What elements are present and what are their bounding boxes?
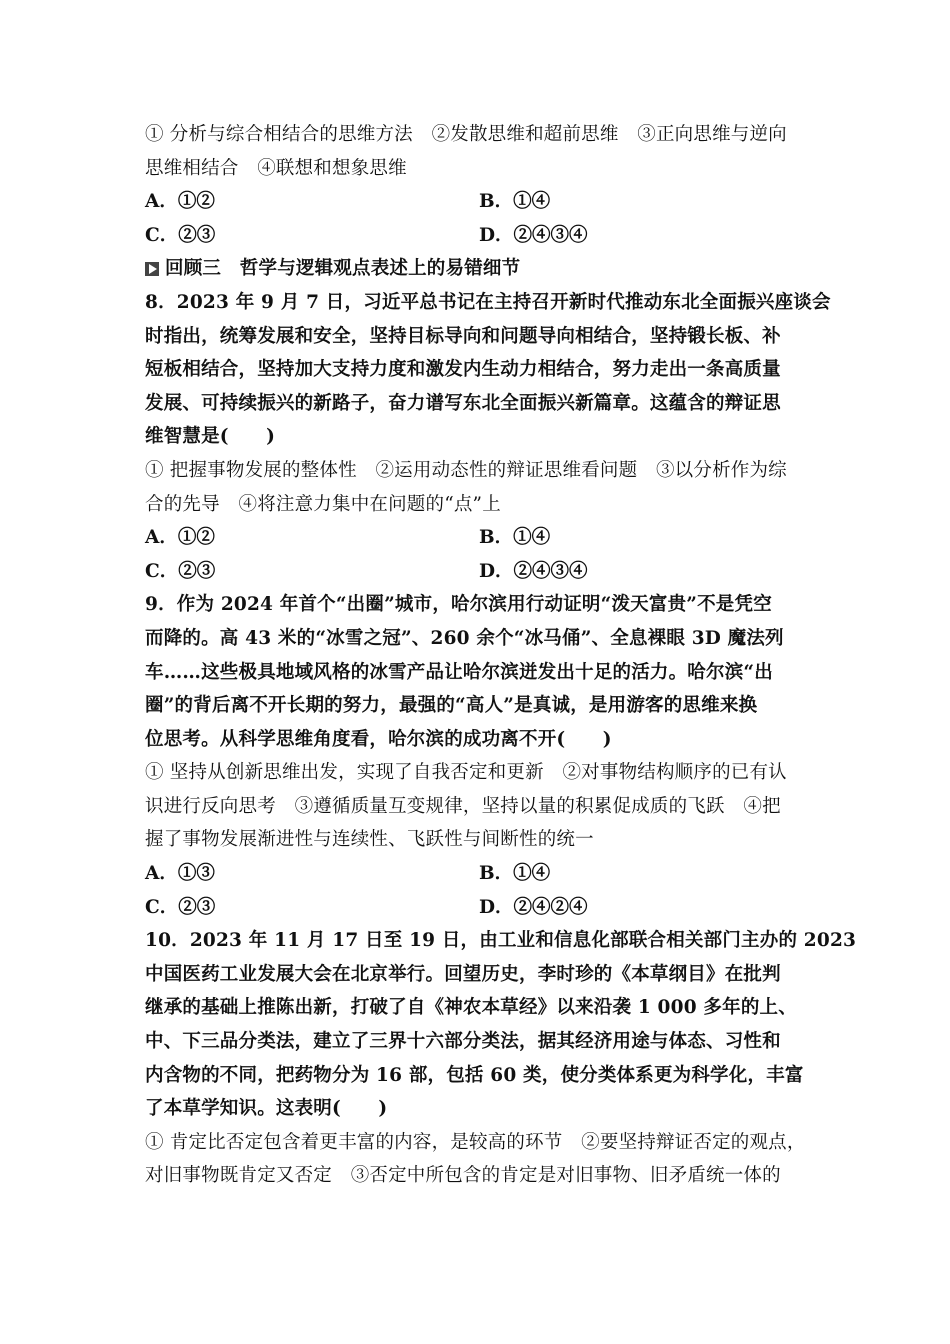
q9-stem-line: 而降的。高 43 米的“冰雪之冠”、260 余个“冰马俑”、全息裸眼 3D 魔法列 (145, 627, 784, 649)
q8-option-c: C．②③ (145, 560, 216, 582)
q7-statement-line: 思维相结合 ④联想和想象思维 (145, 157, 407, 179)
q8-stem-line: 时指出，统筹发展和安全，坚持目标导向和问题导向相结合，坚持锻长板、补 (145, 325, 781, 347)
q8-options-row (145, 555, 813, 589)
q9-stem-line: 位思考。从科学思维角度看，哈尔滨的成功离不开( ) (145, 728, 612, 750)
q8-option-d: D．②④③④ (479, 560, 588, 582)
q7-option-c: C．②③ (145, 224, 216, 246)
section-header (145, 252, 813, 286)
q7-option-b: B．①④ (479, 191, 551, 213)
q8-stem-line: 发展、可持续振兴的新路子，奋力谱写东北全面振兴新篇章。这蕴含的辩证思 (145, 392, 781, 414)
q9-option-a: A．①③ (145, 863, 215, 885)
q7-option-a: A．①② (145, 191, 215, 213)
q9-option-b: B．①④ (479, 863, 551, 885)
q8-stem-line: 8．2023 年 9 月 7 日，习近平总书记在主持召开新时代推动东北全面振兴座谈会 (145, 291, 831, 313)
q8-stem-line: 短板相结合，坚持加大支持力度和激发内生动力相结合，努力走出一条高质量 (145, 359, 781, 381)
q9-stem-line: 圈”的背后离不开长期的努力，最强的“高人”是真诚，是用游客的思维来换 (145, 695, 758, 717)
q8-options-row (145, 521, 813, 555)
q10-stem-line: 继承的基础上推陈出新，打破了自《神农本草经》以来沿袭 1 000 多年的上、 (145, 997, 797, 1019)
q8-statement-line: 合的先导 ④将注意力集中在问题的“点”上 (145, 493, 501, 515)
q8-option-b: B．①④ (479, 527, 551, 549)
q9-option-c: C．②③ (145, 896, 216, 918)
document-page (145, 118, 857, 1193)
q7-option-d: D．②④③④ (479, 224, 588, 246)
q10-stem-line: 中国医药工业发展大会在北京举行。回望历史，李时珍的《本草纲目》在批判 (145, 963, 781, 985)
q9-stem-line: 车……这些极具地域风格的冰雪产品让哈尔滨迸发出十足的活力。哈尔滨“出 (145, 661, 773, 683)
q9-stem-line: 9．作为 2024 年首个“出圈”城市，哈尔滨用行动证明“泼天富贵”不是凭空 (145, 594, 772, 616)
section-title: 回顾三 哲学与逻辑观点表述上的易错细节 (165, 258, 521, 280)
q7-options-row (145, 185, 813, 219)
q7-statement-line: ① 分析与综合相结合的思维方法 ②发散思维和超前思维 ③正向思维与逆向 (145, 124, 787, 145)
q10-statement-line: ① 肯定比否定包含着更丰富的内容，是较高的环节 ②要坚持辩证否定的观点， (145, 1131, 806, 1153)
q7-options-row (145, 219, 813, 253)
q8-statement-line: ① 把握事物发展的整体性 ②运用动态性的辩证思维看问题 ③以分析作为综 (145, 459, 787, 481)
q9-statement-line: ① 坚持从创新思维出发，实现了自我否定和更新 ②对事物结构顺序的已有认 (145, 762, 787, 784)
q10-statement-line: 对旧事物既肯定又否定 ③否定中所包含的肯定是对旧事物、旧矛盾统一体的 (145, 1165, 781, 1187)
q9-statement-line: 握了事物发展渐进性与连续性、飞跃性与间断性的统一 (145, 829, 594, 851)
play-triangle-icon (145, 262, 159, 276)
q9-option-d: D．②④②④ (479, 896, 588, 918)
q9-options-row (145, 857, 813, 891)
q9-options-row (145, 891, 813, 925)
q10-stem-line: 中、下三品分类法，建立了三界十六部分类法，据其经济用途与体态、习性和 (145, 1031, 781, 1053)
q8-option-a: A．①② (145, 527, 215, 549)
q10-stem-line: 内含物的不同，把药物分为 16 部，包括 60 类，使分类体系更为科学化，丰富 (145, 1064, 804, 1086)
q10-stem-line: 10．2023 年 11 月 17 日至 19 日，由工业和信息化部联合相关部门主办的 2023 (145, 930, 857, 952)
q9-statement-line: 识进行反向思考 ③遵循质量互变规律，坚持以量的积累促成质的飞跃 ④把 (145, 795, 781, 817)
q10-stem-line: 了本草学知识。这表明( ) (145, 1098, 388, 1120)
q8-stem-line: 维智慧是( ) (145, 426, 276, 448)
